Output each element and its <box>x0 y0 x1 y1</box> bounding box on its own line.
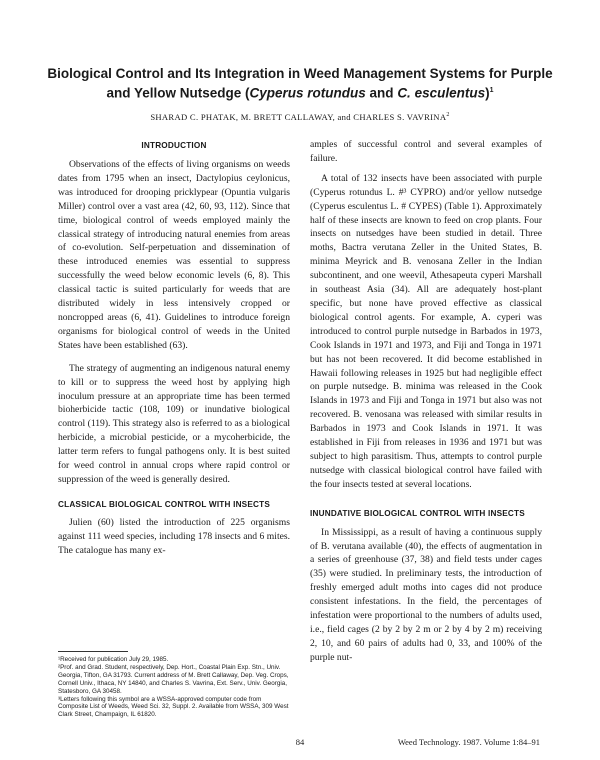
inundative-paragraph-1: In Mississippi, as a result of having a continuous supply of B. verutana available (40), the effects of augmentation in a series of greenhouse (37, 38) and field tests under cages (35) were studied. In preliminary tests, the introduction of freshly emerged adult moths into cages did not produce consistent infestations. In the field, the percentages of infestation were proportional to the numbers of adults used, i.e., field cages (2 by 2 by 2 m or 2 by 4 by 2 m) receiving 2, 10, and 60 pairs of adults had 0, 33, and 100% of the purple nut- <box>310 526 542 663</box>
classical-paragraph-1: Julien (60) listed the introduction of 225 organisms against 111 weed species, including 178 insects and 6 mites. The catalogue has many ex- <box>58 516 290 556</box>
title-footnote-mark: 1 <box>489 87 494 94</box>
title-and: and <box>365 85 398 101</box>
footnote-1: ¹Received for publication July 29, 1985. <box>58 656 169 663</box>
heading-classical-control: CLASSICAL BIOLOGICAL CONTROL WITH INSECTS <box>58 499 270 509</box>
author-names: SHARAD C. PHATAK, M. BRETT CALLAWAY, and CHARLES S. VAVRINA <box>150 112 447 122</box>
left-column <box>58 138 290 558</box>
title-suffix: ) <box>485 85 490 101</box>
title-line-1: Biological Control and Its Integration in Weed Management Systems for Purple <box>47 66 553 81</box>
author-line <box>40 112 560 122</box>
heading-introduction: INTRODUCTION <box>141 141 207 150</box>
intro-paragraph-1: Observations of the effects of living organisms on weeds dates from 1795 when an insect, Dactylopius ceylonicus, was introduced for drooping pricklypear (Opuntia vulgaris Miller) control over a vast area (42, 60, 93, 112). Since that time, biological control of weeds employed mainly the classical strategy of introducing natural enemies from areas of co-evolution. Self-perpetuation and dissemination of these introduced enemies was essential to suppress successfully the weed below economic levels (6, 8). This classical tactic is suited particularly for weeds that are distributed widely in less intensively cropped or noncropped areas (6, 41). Guidelines to introduce foreign organisms for biological control of weeds in the United States have been established (63). <box>58 159 290 351</box>
intro-paragraph-2: The strategy of augmenting an indigenous natural enemy to kill or to suppress the weed host by applying high inoculum pressure at an appropriate time has been termed bioherbicide tactic (108, 109) or inundative biological control (119). This strategy also is referred to as a biological herbicide, a microbial pesticide, or a mycoherbicide, the latter term refers to fungal pathogens only. It is best suited for weed control in annual crops where rapid control or suppression of the weed is generally desired. <box>58 362 290 485</box>
right-column <box>310 138 542 665</box>
heading-inundative-control: INUNDATIVE BIOLOGICAL CONTROL WITH INSECTS <box>310 508 525 518</box>
footnote-rule <box>58 651 128 652</box>
classical-paragraph-2: A total of 132 insects have been associated with purple (Cyperus rotundus L. #³ CYPRO) and/or yellow nutsedge (Cyperus esculentus L. # CYPES) (Table 1). Approximately half of these insects are known to feed on crop plants. Four insects on nutsedges have been studied in detail. Three moths, Bactra verutana Zeller in the United States, B. minima Meyrick and B. venosana Zeller in the Indian subcontinent, and one weevil, Athesapeuta cyperi Marshall in southeast Asia (34). All are adequately host-plant specific, but none have proved effective as classical biological control agents. For example, A. cyperi was introduced to control purple nutsedge in Barbados in 1973, Cook Islands in 1971 and 1973, and Fiji and Tonga in 1971 but has not been recovered. It did become established in Hawaii following releases in 1925 but had negligible effect on purple nutsedge. B. minima was released in the Cook Islands in 1973 and Fiji and Tonga in 1971 but also was not recovered. B. venosana was released with similar results in Barbados in 1973 and Cook Islands in 1971. It was established in Fiji from releases in 1936 and 1971 but was subject to high parasitism. Thus, attempts to control purple nutsedge with classical biological control have failed with the four insects tested at several locations. <box>310 172 542 490</box>
title-line-2-prefix: and Yellow Nutsedge ( <box>106 85 250 101</box>
journal-citation: Weed Technology. 1987. Volume 1:84–91 <box>397 737 540 747</box>
classical-paragraph-1-continued: amples of successful control and several examples of failure. <box>310 139 542 164</box>
author-footnote-mark: 2 <box>446 112 450 119</box>
footnotes <box>58 651 290 719</box>
footnote-2: ²Prof. and Grad. Student, respectively, Dep. Hort., Coastal Plain Exp. Stn., Univ. Georgia, Tifton, GA 31793. Current address of M. Brett Callaway, Dep. Veg. Crops, Cornell Univ., Ithaca, NY 14840, and Charles S. Vavrina, Ext. Serv., Univ. Georgia, Statesboro, GA 30458. <box>58 663 289 695</box>
title-species-2: C. esculentus <box>397 85 486 101</box>
title-species-1: Cyperus rotundus <box>249 85 366 101</box>
footnote-3: ³Letters following this symbol are a WSSA-approved computer code from Composite List of Weeds, Weed Sci. 32, Suppl. 2. Available from WSSA, 309 West Clark Street, Champaign, IL 61820. <box>58 695 289 719</box>
paper-title <box>40 65 560 102</box>
page-number: 84 <box>295 737 305 747</box>
